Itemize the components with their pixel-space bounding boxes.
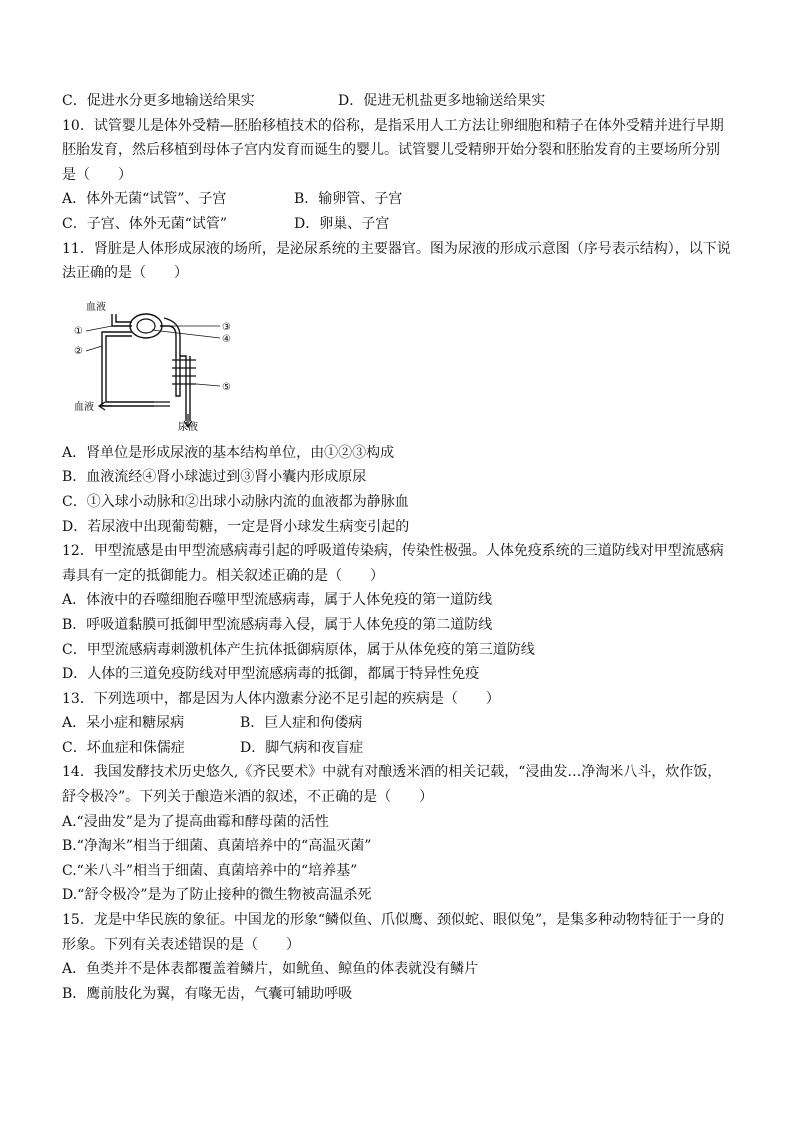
afferent-arteriole-wall bbox=[116, 314, 132, 322]
q13-options-row2 bbox=[62, 736, 742, 761]
label-urine: 尿液 bbox=[178, 421, 198, 431]
q14-option-a: A.“浸曲发”是为了提高曲霉和酵母菌的活性 bbox=[62, 813, 329, 830]
q14-option-b: B.“净淘米”相当于细菌、真菌培养中的“高温灭菌” bbox=[62, 838, 372, 855]
q10-stem-line1: 10．试管婴儿是体外受精—胚胎移植技术的俗称，是指采用人工方法让卵细胞和精子在体外受精并进行早期 bbox=[62, 117, 724, 134]
q11-option-d: D．若尿液中出现葡萄糖，一定是肾小球发生病变引起的 bbox=[62, 518, 410, 535]
afferent-arteriole bbox=[112, 314, 132, 326]
q14-stem-line2: 舒令极冷”。下列关于酿造米酒的叙述，不正确的是（ ） bbox=[62, 789, 434, 806]
efferent-arteriole-wall bbox=[106, 336, 154, 402]
q12-option-c: C．甲型流感病毒刺激机体产生抗体抵御病原体，属于从体免疫的第三道防线 bbox=[62, 641, 535, 658]
q15-stem-line2: 形象。下列有关表述错误的是（ ） bbox=[62, 936, 300, 953]
q14-option-c: C.“米八斗”相当于细菌、真菌培养中的“培养基” bbox=[62, 862, 358, 879]
q10-option-a: A．体外无菌“试管”、子宫 bbox=[62, 191, 227, 208]
q9-option-c: C．促进水分更多地输送给果实 bbox=[62, 93, 255, 109]
q10-options-row1 bbox=[62, 187, 742, 212]
blood-out-arrow bbox=[99, 402, 112, 410]
q11-stem-line2: 法正确的是（ ） bbox=[62, 265, 188, 282]
q13-options-row1 bbox=[62, 711, 742, 736]
q10-stem-line3: 是（ ） bbox=[62, 166, 132, 183]
q15-option-a: A．鱼类并不是体表都覆盖着鳞片，如鱿鱼、鲸鱼的体表就没有鳞片 bbox=[62, 961, 479, 978]
leader-1 bbox=[86, 326, 112, 331]
q11-option-b: B．血液流经④肾小球滤过到③肾小囊内形成原尿 bbox=[62, 469, 367, 486]
bowman-capsule bbox=[130, 314, 162, 338]
label-2: ② bbox=[74, 345, 83, 357]
leader-2 bbox=[86, 346, 102, 351]
glomerulus bbox=[137, 319, 155, 333]
q9-option-d: D．促进无机盐更多地输送给果实 bbox=[338, 93, 546, 109]
q11-option-c: C．①入球小动脉和②出球小动脉内流的血液都为静脉血 bbox=[62, 493, 409, 510]
label-3: ③ bbox=[222, 321, 231, 333]
q13-option-b: B．巨人症和佝偻病 bbox=[240, 715, 363, 732]
q15-option-b: B．鹰前肢化为翼，有喙无齿，气囊可辅助呼吸 bbox=[62, 985, 353, 1002]
q10-option-c: C．子宫、体外无菌“试管” bbox=[62, 215, 228, 232]
q12-stem-line2: 毒具有一定的抵御能力。相关叙述正确的是（ ） bbox=[62, 567, 384, 584]
label-blood-in: 血液 bbox=[86, 301, 106, 313]
q13-stem-line1: 13．下列选项中，都是因为人体内激素分泌不足引起的疾病是（ ） bbox=[62, 690, 500, 707]
question-content bbox=[62, 89, 742, 1006]
efferent-arteriole bbox=[102, 332, 154, 406]
q13-option-a: A．呆小症和糖尿病 bbox=[62, 715, 185, 732]
q11-option-a: A．肾单位是形成尿液的基本结构单位，由①②③构成 bbox=[62, 444, 395, 461]
label-1: ① bbox=[74, 325, 83, 337]
q10-stem-line2: 胚胎发育，然后移植到母体子宫内发育而诞生的婴儿。试管婴儿受精卵开始分裂和胚胎发育的主要场所分别 bbox=[62, 142, 720, 159]
leader-5 bbox=[196, 384, 220, 386]
q12-option-a: A．体液中的吞噬细胞吞噬甲型流感病毒，属于人体免疫的第一道防线 bbox=[62, 592, 493, 609]
q10-option-d: D．卵巢、子宫 bbox=[294, 215, 390, 232]
label-5: ⑤ bbox=[222, 381, 231, 393]
nephron-diagram bbox=[62, 286, 742, 441]
q13-option-c: C．坏血症和侏儒症 bbox=[62, 739, 185, 756]
q13-option-d: D．脚气病和夜盲症 bbox=[240, 739, 364, 756]
q10-option-b: B．输卵管、子宫 bbox=[294, 191, 403, 208]
label-blood-out: 血液 bbox=[74, 401, 94, 413]
q14-stem-line1: 14．我国发酵技术历史悠久,《齐民要术》中就有对酿透米酒的相关记载，“浸曲发…净淘米八斗，炊作饭， bbox=[62, 764, 722, 781]
q15-stem-line1: 15．龙是中华民族的象征。中国龙的形象“鳞似鱼、爪似鹰、颈似蛇、眼似兔”，是集多种动物特征于一身的 bbox=[62, 912, 725, 929]
nephron-diagram-svg bbox=[72, 296, 252, 431]
q10-options-row2 bbox=[62, 212, 742, 237]
collecting-duct bbox=[180, 356, 186, 421]
q14-option-d: D.“舒令极冷”是为了防止接种的微生物被高温杀死 bbox=[62, 887, 372, 904]
leader-4 bbox=[152, 330, 220, 338]
q12-option-d: D．人体的三道免疫防线对甲型流感病毒的抵御，都属于特异性免疫 bbox=[62, 666, 480, 683]
label-4: ④ bbox=[222, 333, 231, 345]
q9-options-row bbox=[62, 89, 742, 114]
q12-option-b: B．呼吸道黏膜可抵御甲型流感病毒入侵，属于人体免疫的第二道防线 bbox=[62, 616, 493, 633]
q11-stem-line1: 11．肾脏是人体形成尿液的场所，是泌尿系统的主要器官。图为尿液的形成示意图（序号表示结构），以下说 bbox=[62, 240, 731, 257]
q12-stem-line1: 12．甲型流感是由甲型流感病毒引起的呼吸道传染病，传染性极强。人体免疫系统的三道防线对甲型流感病 bbox=[62, 543, 724, 560]
capillary-connection bbox=[154, 402, 170, 406]
